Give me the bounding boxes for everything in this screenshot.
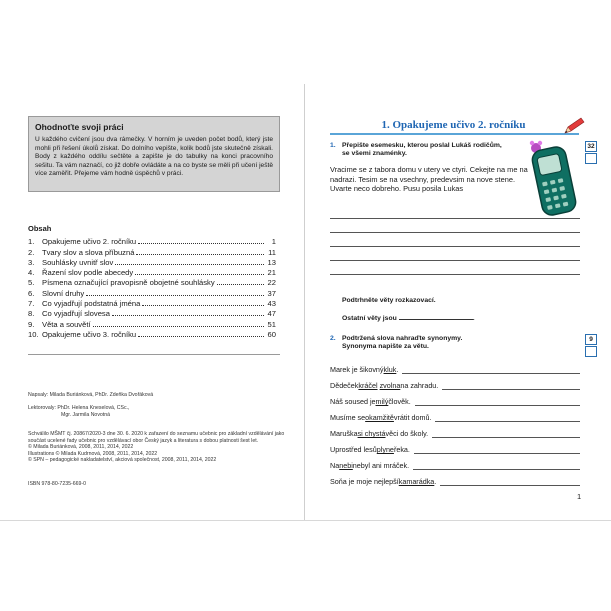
evaluation-box xyxy=(28,116,280,192)
toc-item-number: 1. xyxy=(28,237,35,247)
task-2-instruction xyxy=(330,335,462,352)
toc-leader xyxy=(115,264,264,265)
imprint-copyright-publisher: © SPN – pedagogické nakladatelství, akciová společnost, 2008, 2011, 2014, 2022 xyxy=(28,457,217,464)
answer-line[interactable] xyxy=(432,431,580,438)
task-1-note-1: Podtrhněte věty rozkazovací. xyxy=(342,297,436,304)
toc-item-text: Souhlásky uvnitř slov xyxy=(42,257,114,267)
toc-leader xyxy=(135,274,264,275)
toc-item xyxy=(28,299,276,309)
sentence-text: Náš soused je xyxy=(330,397,376,406)
sentence-text: Dědeček xyxy=(330,381,359,390)
underlined-word: kráčel xyxy=(358,381,378,390)
toc-item-number: 3. xyxy=(28,257,35,267)
toc-item xyxy=(28,309,276,319)
spread-bottom-edge xyxy=(0,520,611,521)
left-page xyxy=(0,84,305,520)
task-1-note-2-end: . xyxy=(472,315,475,322)
underlined-word: nebi xyxy=(339,461,353,470)
toc-item-number: 5. xyxy=(28,278,35,288)
synonym-sentence xyxy=(330,459,580,470)
underlined-word: okamžitě xyxy=(365,413,394,422)
underlined-word: milý xyxy=(375,397,389,406)
imprint-isbn: ISBN 978-80-7235-669-0 xyxy=(28,481,86,487)
toc-item-page: 1 xyxy=(271,237,276,247)
writing-line[interactable] xyxy=(330,246,580,247)
answer-line[interactable] xyxy=(442,383,580,390)
writing-line[interactable] xyxy=(330,274,580,275)
task-1-number: 1. xyxy=(330,142,336,149)
toc-leader xyxy=(93,326,264,327)
evaluation-text: U každého cvičení jsou dva rámečky. V horním je uveden počet bodů, který jste mohli při řešení úkolů získat. Do dolního vepište, kolik bodů jste skutečně získali. Body z každého oddílu sečtěte a zapište je do tabulky na konci pracovního sešitu. Ta vám naznačí, co již dobře ovládáte a na co byste se měli při učení ještě více zaměřit. Přejeme vám hodně úspěchů v práci. xyxy=(35,136,273,178)
sentence-text: na zahradu. xyxy=(400,381,439,390)
toc-item xyxy=(28,319,276,329)
toc-leader xyxy=(136,254,264,255)
toc-item xyxy=(28,237,276,247)
toc-leader xyxy=(86,295,264,296)
sentence-text: řeka. xyxy=(393,445,410,454)
answer-line[interactable] xyxy=(413,463,580,470)
toc-item-text: Co vyjadřují slovesa xyxy=(42,309,110,319)
task-2-instruction-line-2: Synonyma napište za větu. xyxy=(342,343,429,351)
toc-leader xyxy=(217,284,264,285)
sentence-text: věci do školy. xyxy=(385,429,429,438)
toc-item-text: Písmena označující pravopisně obojetné souhlásky xyxy=(42,278,215,288)
imprint-copyright-author: © Milada Buriánková, 2008, 2011, 2014, 2022 xyxy=(28,444,134,451)
sms-text: Vracime se z tabora domu v utery ve ctyri. Cekejte na me na nadrazi. Tesim se na vsechny, predevsim na nove stene. Uvarte neco dobreho. Pusu posila Lukas xyxy=(330,165,528,194)
writing-line[interactable] xyxy=(330,232,580,233)
task-1-note-2-text: Ostatní věty jsou xyxy=(342,315,397,322)
writing-line[interactable] xyxy=(330,218,580,219)
toc-item-number: 2. xyxy=(28,247,35,257)
task-1-max-score: 32 xyxy=(585,141,597,152)
toc-item-page: 21 xyxy=(267,268,276,278)
synonym-sentence xyxy=(330,443,580,454)
sentence-text: Soňa je moje nejlepší xyxy=(330,477,399,486)
toc-item-text: Řazení slov podle abecedy xyxy=(42,268,134,278)
imprint-reviewers-line-2: Mgr. Jarmila Novotná xyxy=(61,411,111,418)
sentence-text: nebyl ani mráček. xyxy=(352,461,410,470)
toc-leader xyxy=(142,305,264,306)
toc-leader xyxy=(112,315,264,316)
underlined-word: plyne xyxy=(376,445,394,454)
underlined-word: kluk xyxy=(383,365,397,374)
toc-item xyxy=(28,330,276,340)
sentence-text: Na xyxy=(330,461,340,470)
synonym-sentence xyxy=(330,475,580,486)
toc-item-text: Opakujeme učivo 2. ročníku xyxy=(42,237,137,247)
toc-item-number: 9. xyxy=(28,319,35,329)
toc-item-page: 43 xyxy=(267,299,276,309)
toc-item xyxy=(28,258,276,268)
task-1-instruction-line-2: se všemi znaménky. xyxy=(342,150,407,158)
toc-item-page: 47 xyxy=(267,309,276,319)
sentence-text: Marek je šikovný xyxy=(330,365,384,374)
imprint-reviewers xyxy=(28,405,288,418)
lesson-title: 1. Opakujeme učivo 2. ročníku xyxy=(381,119,526,131)
pencil-icon xyxy=(563,116,585,136)
mobile-phone-icon xyxy=(527,138,579,218)
toc-item-page: 13 xyxy=(267,257,276,267)
toc-item-number: 4. xyxy=(28,268,35,278)
task-2-score-field[interactable] xyxy=(585,346,597,357)
toc-item xyxy=(28,247,276,257)
underlined-word: kamarádka xyxy=(398,477,435,486)
imprint-reviewers-line-1: Lektorovaly: PhDr. Helena Kneselová, CSc., xyxy=(28,405,130,411)
synonym-sentence xyxy=(330,395,580,406)
toc-item xyxy=(28,278,276,288)
answer-line[interactable] xyxy=(414,447,580,454)
toc-item-text: Co vyjadřují podstatná jména xyxy=(42,299,141,309)
evaluation-title: Ohodnoťte svoji práci xyxy=(35,122,124,132)
answer-line[interactable] xyxy=(440,479,580,486)
sentence-text: . xyxy=(396,365,399,374)
synonym-sentence xyxy=(330,411,580,422)
answer-line[interactable] xyxy=(415,399,580,406)
sentence-text: člověk. xyxy=(388,397,411,406)
toc-item-text: Slovní druhy xyxy=(42,288,85,298)
toc-item-number: 8. xyxy=(28,309,35,319)
task-2-number: 2. xyxy=(330,335,336,342)
toc-item-number: 10. xyxy=(28,329,39,339)
synonym-sentence xyxy=(330,427,580,438)
table-of-contents xyxy=(28,237,276,340)
task-1-score-field[interactable] xyxy=(585,153,597,164)
toc-leader xyxy=(138,243,264,244)
book-spread xyxy=(0,84,611,520)
writing-line[interactable] xyxy=(330,260,580,261)
synonym-sentence xyxy=(330,379,580,390)
toc-item-page: 11 xyxy=(268,247,276,257)
sentence-text: Uprostřed lesů xyxy=(330,445,377,454)
toc-item-page: 37 xyxy=(267,288,276,298)
toc-item-text: Tvary slov a slova příbuzná xyxy=(42,247,135,257)
title-underline xyxy=(330,133,579,135)
toc-item-text: Věta a souvětí xyxy=(42,319,91,329)
answer-line[interactable] xyxy=(435,415,580,422)
imprint-approval: Schválilo MŠMT čj. 20867/2020-3 dne 30. 6. 2020 k zařazení do seznamu učebnic pro základní vzdělávání jako součást ucelené řady učebnic pro vzdělávací obor Český jazyk a literatura s dobou platnosti šest let. xyxy=(28,431,285,444)
page-number: 1 xyxy=(577,492,582,501)
underlined-word: si chystá xyxy=(357,429,386,438)
imprint-copyright-illustrations: Illustrations © Milada Kudrnová, 2008, 2011, 2014, 2022 xyxy=(28,450,158,457)
toc-divider xyxy=(28,354,280,355)
underlined-word: zvolna xyxy=(379,381,401,390)
sentence-text: . xyxy=(434,477,437,486)
toc-title: Obsah xyxy=(28,224,52,233)
sentence-text: vrátit domů. xyxy=(393,413,432,422)
imprint-authors: Napsaly: Milada Buriánková, PhDr. Zdeňka Dvořáková xyxy=(28,392,154,398)
sentence-type-field[interactable] xyxy=(399,312,473,320)
toc-leader xyxy=(138,336,264,337)
right-page xyxy=(305,84,611,520)
sentence-text: Musíme se xyxy=(330,413,366,422)
task-1-instruction xyxy=(330,142,502,159)
toc-item xyxy=(28,268,276,278)
task-2-max-score: 9 xyxy=(585,334,597,345)
synonym-sentence xyxy=(330,363,580,374)
toc-item-number: 6. xyxy=(28,288,35,298)
task-1-note-2 xyxy=(342,312,475,322)
toc-item-page: 51 xyxy=(267,319,276,329)
answer-line[interactable] xyxy=(402,367,580,374)
task-1-instruction-line-1: Přepište esemesku, kterou poslal Lukáš rodičům, xyxy=(342,142,502,149)
task-2-instruction-line-1: Podtržená slova nahraďte synonymy. xyxy=(342,335,463,342)
toc-item-page: 22 xyxy=(267,278,276,288)
imprint-legal xyxy=(28,431,288,464)
toc-item-number: 7. xyxy=(28,299,35,309)
toc-item-text: Opakujeme učivo 3. ročníku xyxy=(42,329,137,339)
sentence-text: Maruška xyxy=(330,429,358,438)
toc-item xyxy=(28,288,276,298)
toc-item-page: 60 xyxy=(267,329,276,339)
